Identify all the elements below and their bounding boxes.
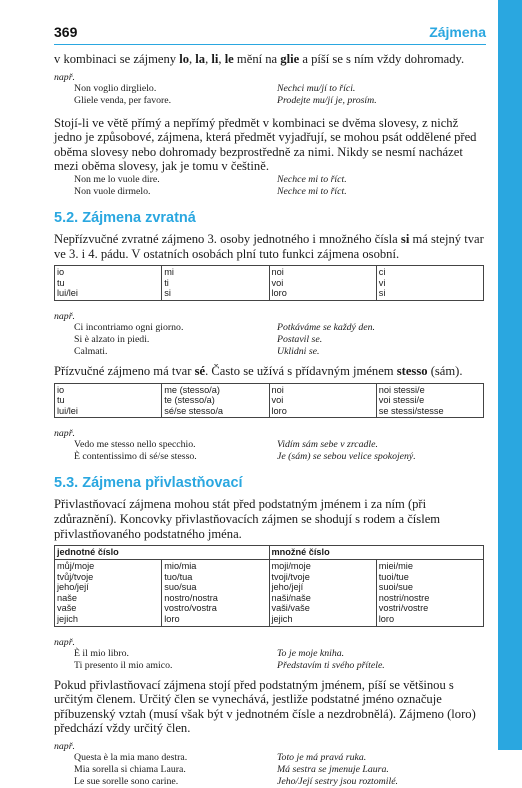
table-cell: noi voi loro bbox=[269, 383, 376, 418]
czech-translation: Prodejte mu/jí je, prosím. bbox=[277, 94, 377, 106]
example-row bbox=[54, 95, 484, 107]
example-list bbox=[54, 439, 484, 463]
side-color-bar bbox=[498, 0, 522, 750]
example-row bbox=[54, 346, 484, 358]
table-cell: io tu lui/lei bbox=[55, 383, 162, 418]
stress-paragraph: Stojí-li ve větě přímý a nepřímý předmět v kombinaci se dvěma slovesy, z nichž jedno je způsobové, zájmena, která předmět vyjadřují, se mohou psát oddělené před oběma slovesy nebo dohromady bezprostředně za nimi. Nikdy se nesmí nacházet mezi oběma slovesy, jak je tomu v češtině. bbox=[54, 115, 477, 174]
example-label: např. bbox=[54, 428, 75, 440]
table-cell: miei/mie tuoi/tue suoi/sue nostri/nostre vostri/vostre loro bbox=[376, 560, 483, 627]
example-row bbox=[54, 752, 484, 764]
table-header-plural: množné číslo bbox=[269, 546, 484, 560]
example-label: např. bbox=[54, 71, 75, 83]
example-row bbox=[54, 174, 484, 186]
czech-translation: Vidím sám sebe v zrcadle. bbox=[277, 439, 378, 451]
example-row bbox=[54, 660, 484, 672]
italian-example: È contentissimo di sé/se stesso. bbox=[74, 451, 197, 463]
example-row bbox=[54, 439, 484, 451]
example-list bbox=[54, 648, 484, 672]
czech-translation: To je moje kniha. bbox=[277, 647, 345, 659]
example-row bbox=[54, 322, 484, 334]
italian-example: Le sue sorelle sono carine. bbox=[74, 776, 179, 788]
example-list bbox=[54, 174, 484, 198]
czech-translation: Představím ti svého přítele. bbox=[277, 659, 385, 671]
stressed-reflexive-table bbox=[54, 383, 484, 419]
stressed-reflexive-paragraph: Přízvučné zájmeno má tvar sé. Často se užívá s přídavným jménem stesso (sám). bbox=[54, 363, 463, 378]
example-row bbox=[54, 764, 484, 776]
table-cell: mi ti si bbox=[162, 266, 269, 301]
italian-example: È il mio libro. bbox=[74, 647, 129, 659]
possessive-table bbox=[54, 545, 484, 627]
italian-example: Ti presento il mio amico. bbox=[74, 659, 173, 671]
table-cell: ci vi si bbox=[376, 266, 483, 301]
table-row bbox=[55, 266, 484, 301]
czech-translation: Toto je má pravá ruka. bbox=[277, 752, 367, 764]
czech-translation: Postavil se. bbox=[277, 333, 323, 345]
czech-translation: Potkáváme se každý den. bbox=[277, 321, 375, 333]
example-list bbox=[54, 83, 484, 107]
reflexive-paragraph: Nepřízvučné zvratné zájmeno 3. osoby jednotného i množného čísla si má stejný tvar ve 3. i 4. pádu. V ostatních osobách plní tuto funkci zájmena osobní. bbox=[54, 231, 484, 261]
table-cell: mio/mia tuo/tua suo/sua nostro/nostra vostro/vostra loro bbox=[162, 560, 269, 627]
table-header-singular: jednotné číslo bbox=[55, 546, 270, 560]
example-row bbox=[54, 83, 484, 95]
intro-paragraph: v kombinaci se zájmeny lo, la, li, le mění na glie a píší se s ním vždy dohromady. bbox=[54, 52, 465, 66]
table-row bbox=[55, 383, 484, 418]
reflexive-table bbox=[54, 265, 484, 301]
article-paragraph: Pokud přivlastňovací zájmena stojí před podstatným jménem, píší se většinou s určitým členem. Určitý člen se vynechává, jestliže podstatné jméno označuje příbuzenský vztah (musí však být v jednotném čísle a nezdrobnělá). Zájmeno (loro) předchází vždy určitý člen. bbox=[54, 677, 476, 736]
italian-example: Vedo me stesso nello specchio. bbox=[74, 439, 196, 451]
italian-example: Gliele venda, per favore. bbox=[74, 94, 172, 106]
czech-translation: Má sestra se jmenuje Laura. bbox=[277, 764, 389, 776]
table-cell: me (stesso/a) te (stesso/a) sé/se stesso/a bbox=[162, 383, 269, 418]
example-list bbox=[54, 752, 484, 788]
table-cell: moji/moje tvoji/tvoje jeho/její naši/naše vaši/vaše jejich bbox=[269, 560, 376, 627]
italian-example: Ci incontriamo ogni giorno. bbox=[74, 321, 184, 333]
example-row bbox=[54, 648, 484, 660]
running-section-title: Zájmena bbox=[429, 24, 486, 40]
czech-translation: Nechce mi to říct. bbox=[277, 173, 347, 185]
heading-possessive-pronouns: 5.3. Zájmena přivlastňovací bbox=[54, 475, 243, 492]
page-content bbox=[54, 52, 484, 788]
italian-example: Si è alzato in piedi. bbox=[74, 333, 150, 345]
italian-example: Non me lo vuole dire. bbox=[74, 173, 160, 185]
czech-translation: Jeho/Její sestry jsou roztomilé. bbox=[277, 776, 398, 788]
table-cell: můj/moje tvůj/tvoje jeho/její naše vaše jejich bbox=[55, 560, 162, 627]
example-label: např. bbox=[54, 741, 75, 753]
example-row bbox=[54, 451, 484, 463]
table-cell: io tu lui/lei bbox=[55, 266, 162, 301]
italian-example: Mia sorella si chiama Laura. bbox=[74, 764, 186, 776]
example-label: např. bbox=[54, 310, 75, 322]
italian-example: Non vuole dirmelo. bbox=[74, 185, 151, 197]
table-row bbox=[55, 560, 484, 627]
czech-translation: Nechci mu/jí to říci. bbox=[277, 82, 356, 94]
example-list bbox=[54, 322, 484, 358]
heading-reflexive-pronouns: 5.2. Zájmena zvratná bbox=[54, 209, 196, 226]
example-row bbox=[54, 776, 484, 788]
italian-example: Calmati. bbox=[74, 345, 108, 357]
page-header bbox=[54, 22, 486, 45]
example-row bbox=[54, 334, 484, 346]
czech-translation: Nechce mi to říct. bbox=[277, 185, 347, 197]
czech-translation: Je (sám) se sebou velice spokojený. bbox=[277, 451, 416, 463]
table-cell: noi stessi/e voi stessi/e se stessi/stesse bbox=[376, 383, 483, 418]
example-row bbox=[54, 186, 484, 198]
page-number: 369 bbox=[54, 24, 78, 40]
italian-example: Questa è la mia mano destra. bbox=[74, 752, 188, 764]
table-cell: noi voi loro bbox=[269, 266, 376, 301]
czech-translation: Uklidni se. bbox=[277, 345, 320, 357]
italian-example: Non voglio dirglielo. bbox=[74, 82, 157, 94]
possessive-paragraph: Přivlastňovací zájmena mohou stát před podstatným jménem i za ním (při zdůraznění). Koncovky přivlastňovacích zájmen se shodují s rodem a číslem přivlastňovaného podstatného jména. bbox=[54, 497, 441, 541]
example-label: např. bbox=[54, 636, 75, 648]
